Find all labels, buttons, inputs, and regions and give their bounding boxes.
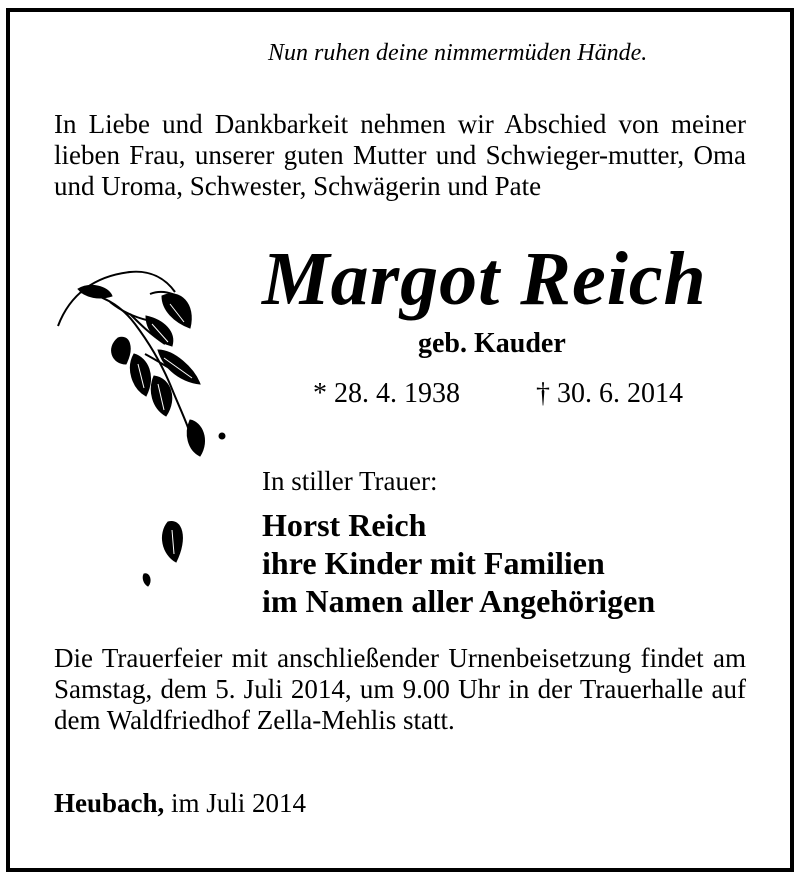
intro-text: In Liebe und Dankbarkeit nehmen wir Abschied von meiner lieben Frau, unserer guten Mutter und Schwieger-mutter, Oma und Uroma, Schwester, Schwägerin und Pate xyxy=(54,109,746,201)
deceased-name: Margot Reich xyxy=(262,237,707,321)
closing-date: im Juli 2014 xyxy=(171,788,307,818)
death-date: † 30. 6. 2014 xyxy=(536,378,683,409)
birch-branch-icon xyxy=(50,264,240,594)
birth-date: * 28. 4. 1938 xyxy=(313,378,460,409)
motto: Nun ruhen deine nimmermüden Hände. xyxy=(268,40,648,66)
place-name: Heubach, xyxy=(54,788,165,818)
mourner-line: ihre Kinder mit Familien xyxy=(262,545,605,581)
mourner-line: im Namen aller Angehörigen xyxy=(262,583,656,619)
place-date-line xyxy=(54,788,306,819)
maiden-name: geb. Kauder xyxy=(418,328,566,359)
sorrow-label: In stiller Trauer: xyxy=(262,466,438,496)
ceremony-text: Die Trauerfeier mit anschließender Urnenbeisetzung findet am Samstag, dem 5. Juli 2014, um 9.00 Uhr in der Trauerhalle auf dem Waldfriedhof Zella-Mehlis statt. xyxy=(54,643,746,735)
mourner-line: Horst Reich xyxy=(262,507,427,543)
